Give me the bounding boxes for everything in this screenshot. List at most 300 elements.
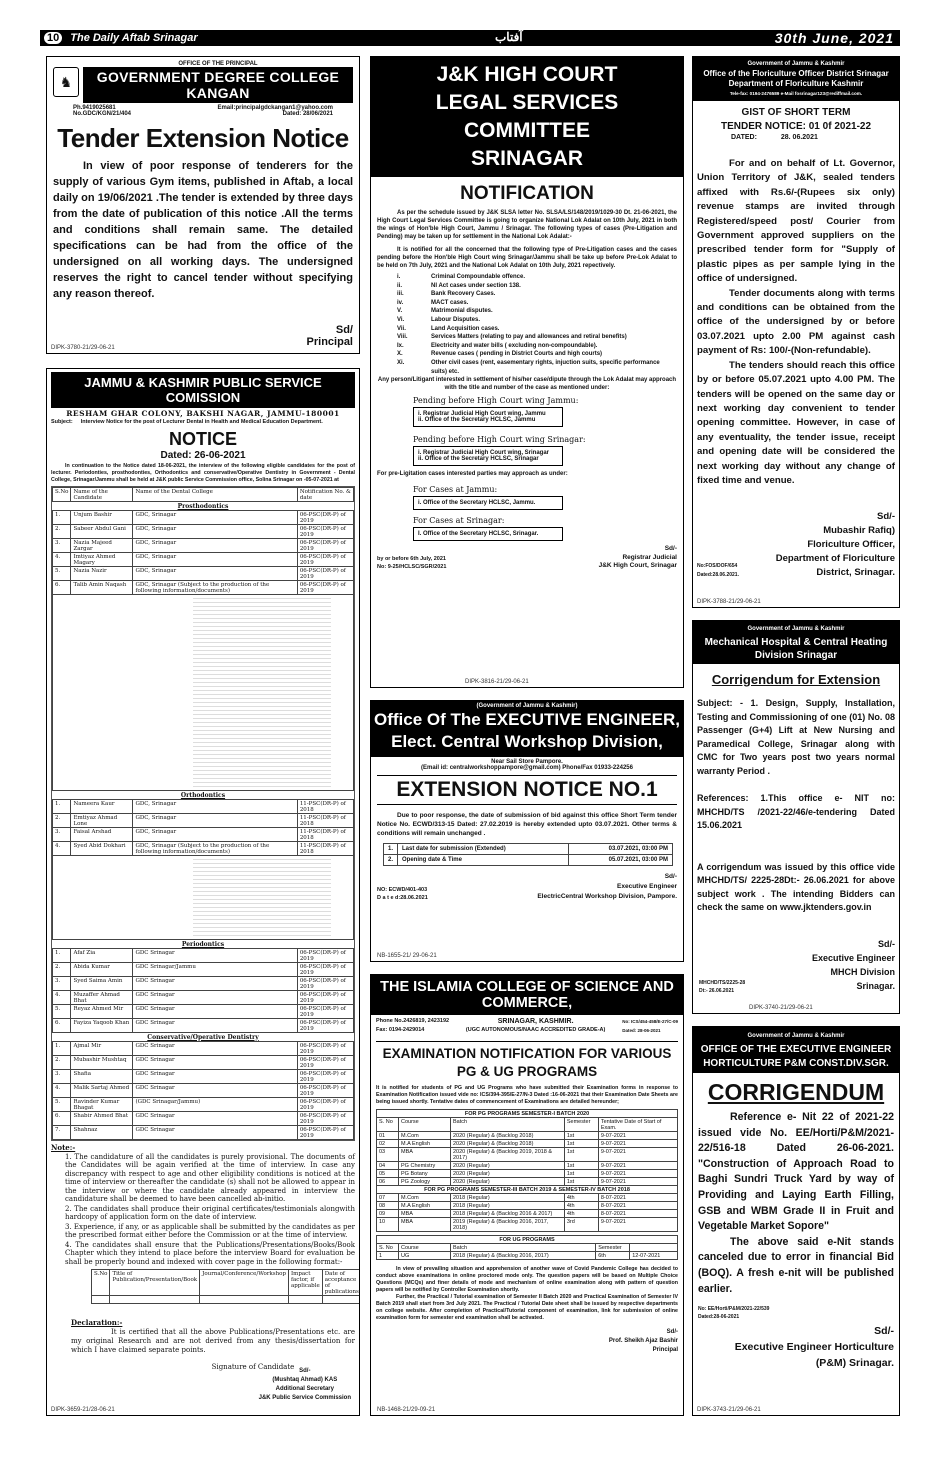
table-cell: 06-PSC(DR-P) of 2019 xyxy=(297,1042,353,1056)
table-cell: 2020 (Regular) & (Backlog 2018) xyxy=(451,1132,565,1140)
jkpsc-interview-notice xyxy=(46,368,360,1416)
scanned-conditions-block xyxy=(53,856,354,940)
table-cell: GDC, Srinagar xyxy=(133,828,297,842)
dipk-reference: NB-1468-21/29-09-21 xyxy=(377,1407,436,1413)
floriculture-tender-notice xyxy=(692,56,900,608)
table-cell: Ravinder Kumar Bhagat xyxy=(71,1098,133,1112)
sd-mark: Sd/- xyxy=(877,511,895,523)
table-cell: 06-PSC(DR-P) of 2019 xyxy=(297,1019,353,1033)
dipk-reference: DIPK-3743-21/29-06-21 xyxy=(697,1407,761,1413)
dipk-reference: DIPK-3816-21/29-06-21 xyxy=(465,679,529,685)
table-cell: Unjum Bashir xyxy=(71,511,133,525)
table-row xyxy=(53,1070,354,1084)
signer-title: Executive Engineer xyxy=(617,883,677,890)
table-cell: 2018 (Regular) xyxy=(451,1194,565,1202)
office-label: OFFICE OF THE PRINCIPAL xyxy=(178,61,258,67)
table-cell: 1st xyxy=(564,1162,598,1170)
table-cell: 4th xyxy=(564,1202,598,1210)
list-item xyxy=(397,333,677,342)
table-cell: Ajmal Mir xyxy=(71,1042,133,1056)
table-cell: M.Com xyxy=(399,1194,451,1202)
para-invitation: For and on behalf of Lt. Governor, Union Territory of J&K, sealed tenders affixed with Rs.6/-(Rupees six only) revenue stamps are invited through Registered/speed post/ Courier from Government approved suppliers on the prescribed tender form for "Supply of plastic pipes as per sample lying in the office of undersigned. xyxy=(697,158,895,285)
note-item: 3. Experience, if any, or as applicable shall be submitted by the candidates as per the prescribed format either before the Commission or at the time of interview. xyxy=(65,1222,355,1239)
table-cell: GDC Srinagar xyxy=(133,1126,297,1140)
table-cell: GDC, Srinagar (Subject to the production of the following information/documents) xyxy=(133,842,297,856)
table-cell: 11-PSC(DR-P) of 2018 xyxy=(297,842,353,856)
signer-title: Floriculture Officer, xyxy=(807,539,895,551)
sd-mark: Sd/- xyxy=(878,938,895,949)
box-pending-jammu xyxy=(413,407,563,427)
table-cell: 1st xyxy=(564,1178,598,1186)
table-row xyxy=(53,1084,354,1098)
extension-body: Due to poor response, the date of submission of bid against this office Short Term tender Notice No. ECWD/313-15 Dated: 27.02.2019 is hereby extended upto 03.07.2021. Other terms & conditions will remain unchanged . xyxy=(377,812,677,837)
table-cell: M.A English xyxy=(399,1202,451,1210)
section-title: Periodontics xyxy=(181,940,225,948)
table-cell: 3. xyxy=(53,1070,71,1084)
practical-exam-para: Further, the Practical / Tutorial examination of Semester II Batch 2020 and Practical Examination of Semester IV Batch 2019 shall start from 3rd July 2021. The Practical / Tutorial Date sheet shall be issued by respective departments on college website. After completion of Practical/Tutorial component of examination, link for submission of online examination form for semester end examination shall be activated. xyxy=(376,1294,678,1321)
table-cell: GDC, Srinagar xyxy=(133,800,297,814)
table-cell: 4. xyxy=(53,991,71,1005)
table-cell: 1st xyxy=(564,1170,598,1178)
table-cell: 1st xyxy=(564,1140,598,1148)
notification-heading: NOTIFICATION xyxy=(460,183,594,204)
notes-list xyxy=(51,1153,355,1267)
college-phone: Phone No.2426819, 2423192 xyxy=(376,1018,450,1024)
table-cell: GDC Srinagar xyxy=(133,1084,297,1098)
table-cell: 9-07-2021 xyxy=(598,1170,677,1178)
column-header: Name of the Dental College xyxy=(133,488,297,502)
table-cell: Muzaffer Ahmad Bhat xyxy=(71,991,133,1005)
table-cell: 1. xyxy=(53,1042,71,1056)
column-header: Semester xyxy=(564,1118,598,1132)
table-cell: 2. xyxy=(53,1056,71,1070)
college-emblem-icon: ♞ xyxy=(53,67,79,97)
table-cell: Fayiza Yaqoob Khan xyxy=(71,1019,133,1033)
hc-name-line1: J&K HIGH COURT xyxy=(436,63,618,86)
declaration-label: Declaration:- xyxy=(71,1318,123,1327)
table-cell: Faisal Arshad xyxy=(71,828,133,842)
table-cell: GDC Srinagar xyxy=(133,1019,297,1033)
table-cell: 9-07-2021 xyxy=(598,1148,677,1162)
list-numeral: ii. xyxy=(397,282,403,289)
table-cell: GDC Srinagar xyxy=(133,1112,297,1126)
signer-city: Srinagar. xyxy=(856,980,895,991)
signer-name: Mubashir Rafiq) xyxy=(823,525,895,537)
letter-number: No: ICS/454-458/E-27/C-09 xyxy=(622,1019,678,1024)
table-row xyxy=(377,1178,678,1186)
horticulture-corrigendum xyxy=(692,1026,900,1416)
page-number: 10 xyxy=(42,30,64,46)
table-cell: 06-PSC(DR-P) of 2019 xyxy=(297,567,353,581)
table-cell: 03.07.2021, 03:00 PM xyxy=(569,844,673,855)
newspaper-header-bar xyxy=(40,30,900,46)
table-cell: 07 xyxy=(377,1194,399,1202)
table-cell: M.Com xyxy=(399,1132,451,1140)
table-cell: Syed Abid Dokhari xyxy=(71,842,133,856)
table-cell: M.A English xyxy=(399,1140,451,1148)
table-section-title: FOR PG PROGRAMS SEMESTER-I BATCH 2020 xyxy=(377,1110,678,1118)
list-text: Matrimonial disputes. xyxy=(431,308,493,315)
subject-label: Subject: xyxy=(51,419,73,425)
box-line: ii. Office of the Secretary HCLSC, Srinagar xyxy=(418,456,539,463)
para-documents: Tender documents along with terms and conditions can be obtained from the office of the undersigned by or before 03.07.2021 upto 2.00 PM against cash payment of Rs: 100/-(Non-refundable). xyxy=(697,287,895,357)
reference-para: Reference e- Nit 22 of 2021-22 issued vide No. EE/Horti/P&M/2021-22/516-18 Dated 26-06-2021. "Construction of Approach Road to Baghi Sundri Truck Yard by way of Providing and Laying Earth Filling, GSB and WBM Grade II in Fruit and Vegetable Market Sopore" xyxy=(698,1111,894,1233)
newspaper-name: The Daily Aftab Srinagar xyxy=(70,32,198,44)
signer-court: J&K High Court, Srinagar xyxy=(598,562,677,570)
office-name: Office of the Floriculture Officer District Srinagar xyxy=(703,69,889,78)
list-item xyxy=(397,273,677,282)
list-numeral: Vii. xyxy=(397,325,406,332)
table-cell: 1. xyxy=(53,511,71,525)
column-header xyxy=(630,1244,678,1252)
table-cell: GDC Srinagar xyxy=(133,1042,297,1056)
list-text: Criminal Compoundable offence. xyxy=(431,274,526,280)
islamia-college-exam-notification xyxy=(370,974,684,1416)
signer-org: J&K Public Service Commission xyxy=(258,1395,351,1401)
column-header: Course xyxy=(399,1244,451,1252)
list-numeral: Ix. xyxy=(397,342,404,349)
signer-district: District, Srinagar. xyxy=(816,567,895,579)
list-text: Labour Disputes. xyxy=(431,316,481,323)
govt-label: Government of Jammu & Kashmir xyxy=(747,1033,845,1039)
table-cell: 1 xyxy=(377,1252,399,1260)
college-fax: Fax: 0194-2429014 xyxy=(376,1027,425,1033)
column-header: Notification No. & date xyxy=(297,488,353,502)
signature-of-candidate: Signature of Candidate xyxy=(211,1363,295,1371)
column-header: Semester xyxy=(596,1244,630,1252)
cancel-para: The above said e-Nit stands canceled due to error in financial Bid (BOQ). A fresh e-nit will be published earlier. xyxy=(698,1235,894,1295)
column-header: Impact factor, if applicable xyxy=(288,1270,322,1296)
table-cell: Opening date & Time xyxy=(398,855,569,866)
list-text: NI Act cases under section 138. xyxy=(431,282,521,289)
table-cell: Abida Kumar xyxy=(71,963,133,977)
table-cell: GDC, Srinagar xyxy=(133,525,297,539)
table-cell: PG Zoology xyxy=(399,1178,451,1186)
column-header: S. No xyxy=(377,1118,399,1132)
table-cell: Nameera Kaur xyxy=(71,800,133,814)
table-cell: 2018 (Regular) & (Backlog 2016, 2017) xyxy=(451,1252,596,1260)
column-header: Batch xyxy=(451,1118,565,1132)
table-row xyxy=(53,949,354,963)
para-pre-litigation: For pre-Ligitation cases interested parties may approach as under: xyxy=(377,471,568,478)
table-cell: GDC Srinagar xyxy=(133,1056,297,1070)
table-cell: 06-PSC(DR-P) of 2019 xyxy=(297,1056,353,1070)
table-cell: 2. xyxy=(53,525,71,539)
table-cell: 06-PSC(DR-P) of 2019 xyxy=(297,1126,353,1140)
para-pre-lok-adalat: It is notified for all the concerned that the following type of Pre-Litigation cases and the cases pending before the Hon'ble High Court wing Srinagar/Jammu shall be take up before Pre-Lok Adalat to be held on 7th July, 2021 and the National Lok Adalat on 10th July, 2021 repectively. xyxy=(377,247,677,269)
list-numeral: Xi. xyxy=(397,359,405,366)
heading-pending-srinagar: Pending before High Court wing Srinagar: xyxy=(413,435,586,445)
list-item xyxy=(397,359,677,376)
table-cell: Shafia xyxy=(71,1070,133,1084)
list-numeral: iv. xyxy=(397,299,404,306)
letter-date: Dated: 28/06/2021 xyxy=(282,111,333,117)
publication-format-table xyxy=(91,1269,360,1304)
table-cell: 2. xyxy=(384,855,398,866)
table-cell: 2. xyxy=(53,963,71,977)
gdc-kangan-tender-ad xyxy=(46,56,360,354)
sd-mark: Sd/- xyxy=(874,1325,894,1338)
office-address: Near Sail Store Pampore. xyxy=(491,759,563,765)
table-row xyxy=(384,855,673,866)
table-cell: 1st xyxy=(564,1148,598,1162)
list-text: Revenue cases ( pending in District Courts and high courts) xyxy=(431,351,603,358)
table-cell: 06-PSC(DR-P) of 2019 xyxy=(297,949,353,963)
box-pending-srinagar xyxy=(413,446,563,466)
table-cell: 11-PSC(DR-P) of 2018 xyxy=(297,828,353,842)
signer-designation: Additional Secretary xyxy=(275,1386,334,1392)
issue-date: 30th June, 2021 xyxy=(774,30,894,46)
jkpsc-address: RESHAM GHAR COLONY, BAKSHI NAGAR, JAMMU-180001 xyxy=(66,409,340,418)
table-cell: 06-PSC(DR-P) of 2019 xyxy=(297,511,353,525)
box-line: ii. Office of the Secretary HCLSC, Jammu xyxy=(418,417,536,424)
office-name-line2: Elect. Central Workshop Division, xyxy=(391,732,663,751)
references-text: References: 1.This office e- NIT no: MHCHD/TS /2021-22/46/e-tendering Dated 15.06.2021 xyxy=(697,793,895,830)
table-cell: 2020 (Regular) & (Backlog 2019, 2018 & 2017) xyxy=(451,1148,565,1162)
table-cell: 3rd xyxy=(564,1218,598,1232)
table-cell: 12-07-2021 xyxy=(630,1252,678,1260)
table-cell: GDC Srinagar xyxy=(133,1070,297,1084)
corrigendum-title: Corrigendum for Extension xyxy=(711,672,881,687)
table-cell: 2020 (Regular) & (Backlog 2018) xyxy=(451,1140,565,1148)
sd-mark: Sd/- xyxy=(666,1329,678,1335)
section-title: Prosthodontics xyxy=(177,502,229,510)
signer-title: Executive Engineer Horticulture xyxy=(734,1341,894,1354)
signatory-principal: Principal xyxy=(306,336,353,348)
table-cell: Imtiyaz Ahmed Magary xyxy=(71,553,133,567)
table-row xyxy=(377,1148,678,1162)
table-cell: 4. xyxy=(53,842,71,856)
column-header: S.No xyxy=(53,488,71,502)
list-text: Land Acquisition cases. xyxy=(431,325,500,332)
section-title: Conservative/Operative Dentistry xyxy=(147,1033,259,1041)
table-cell: 2. xyxy=(53,814,71,828)
table-cell: GDC, Srinagar xyxy=(133,539,297,553)
column-header: S.No xyxy=(92,1270,110,1296)
table-cell: GDC Srinagar/Jammu xyxy=(133,963,297,977)
college-name: THE ISLAMIA COLLEGE OF SCIENCE AND COMMERCE, xyxy=(371,975,683,1015)
dipk-reference: DIPK-3780-21/29-06-21 xyxy=(51,345,115,351)
list-text: MACT cases. xyxy=(431,299,469,306)
table-cell: GDC, Srinagar xyxy=(133,814,297,828)
list-item xyxy=(397,350,677,359)
letter-date: Dt:- 26.06.2021 xyxy=(699,988,735,994)
table-cell: 06-PSC(DR-P) of 2019 xyxy=(297,525,353,539)
principal-name: Prof. Sheikh Ajaz Bashir xyxy=(608,1338,678,1344)
note-item: 2. The candidates shall produce their original certificates/testimonials alongwith hardcopy of application form on the date of interview. xyxy=(65,1204,355,1221)
column-header: Batch xyxy=(451,1244,596,1252)
central-workshop-extension-notice xyxy=(370,700,684,962)
table-row xyxy=(53,977,354,991)
list-numeral: Vi. xyxy=(397,316,405,323)
table-cell: 1. xyxy=(53,800,71,814)
para-schedule: As per the schedule issued by J&K SLSA letter No. SLSA/LS/148/2019/1029-30 Dt. 21-06-2021, the High Court Legal Services Committee is going to organize National Lok Adalat on 10th July, 2021 in both the wings of Hon'ble High Court, Jammu / Srinagar. The following types of cases (Pre-Litigation and Pending) may be taken up for settlement in the National Lok Adalat:- xyxy=(377,210,677,240)
table-cell: Afaf Zia xyxy=(71,949,133,963)
ew-date: D a t e d:28.06.2021 xyxy=(377,895,428,901)
table-row xyxy=(53,1098,354,1112)
table-row xyxy=(53,1126,354,1140)
box-line: i. Registrar Judicial High Court wing, Jammu xyxy=(418,411,546,418)
table-cell: GDC Srinagar xyxy=(133,977,297,991)
table-row xyxy=(53,1019,354,1033)
table-cell: Sabeer Abdul Gani xyxy=(71,525,133,539)
table-cell: MBA xyxy=(399,1148,451,1162)
sd-mark: Sd/- xyxy=(299,1368,311,1374)
section-title: Orthodontics xyxy=(180,791,226,799)
signer-title: Executive Engineer xyxy=(811,952,895,963)
box-cases-jammu: i. Office of the Secretary HCLSC, Jammu. xyxy=(413,496,563,510)
box-cases-srinagar: I. Office of the Secretary HCLSC, Srinagar. xyxy=(413,527,563,541)
dated-label: DATED: xyxy=(731,134,757,141)
table-cell: 03 xyxy=(377,1148,399,1162)
column-header: Name of the Candidate xyxy=(71,488,133,502)
para-submission: The tenders should reach this office by or before 05.07.2021 upto 4.00 PM. The tenders will be opened on the same day or next working day convenient to tender opening committee. However, in case of any eventuality, the tender issue, receipt and opening date will be considered the next working day without any change of fixed time and venue. xyxy=(697,359,895,486)
table-cell: 4th xyxy=(564,1194,598,1202)
college-name: GOVERNMENT DEGREE COLLEGE KANGAN xyxy=(83,67,353,103)
dept-name: Department of Floriculture Kashmir xyxy=(728,79,864,88)
box-line: i. Registrar Judicial High Court wing, Srinagar xyxy=(418,450,550,457)
table-row xyxy=(377,1194,678,1202)
table-cell: 2020 (Regular) xyxy=(451,1162,565,1170)
dipk-reference: DIPK-3659-21/28-06-21 xyxy=(51,1407,115,1413)
table-cell: GDC Srinagar xyxy=(133,991,297,1005)
table-cell: 06-PSC(DR-P) of 2019 xyxy=(297,991,353,1005)
table-cell: 05.07.2021, 03:00 PM xyxy=(569,855,673,866)
signer-name: (Mushtaq Ahmad) KAS xyxy=(272,1377,338,1383)
govt-label: (Government of Jammu & Kashmir) xyxy=(476,703,578,709)
table-cell: 6. xyxy=(53,1019,71,1033)
hc-letter-number: No: 9-25/HCLSC/SGR/2021 xyxy=(377,563,447,570)
table-cell: 1. xyxy=(384,844,398,855)
table-row xyxy=(53,1005,354,1019)
table-row xyxy=(53,567,354,581)
high-court-notification xyxy=(370,56,684,688)
table-cell: PG Chemistry xyxy=(399,1162,451,1170)
table-cell: GDC, Srinagar (Subject to the production of the following information/documents) xyxy=(133,581,297,595)
table-cell: Syed Saima Amin xyxy=(71,977,133,991)
table-cell: 5. xyxy=(53,1005,71,1019)
table-cell: 5. xyxy=(53,1098,71,1112)
table-cell: 3. xyxy=(53,828,71,842)
table-cell: 6. xyxy=(53,1112,71,1126)
table-cell: (GDC Srinagar/Jammu) xyxy=(133,1098,297,1112)
table-cell: 6. xyxy=(53,581,71,595)
table-row xyxy=(377,1170,678,1178)
extension-notice-title: EXTENSION NOTICE NO.1 xyxy=(377,775,677,805)
signer-office: (P&M) Srinagar. xyxy=(815,1357,894,1370)
heading-cases-srinagar: For Cases at Srinagar: xyxy=(413,516,505,526)
table-row xyxy=(53,963,354,977)
list-numeral: Viii. xyxy=(397,334,408,341)
exam-intro: It is notified for students of PG and UG Programs who have submitted their Examination forms in response to Examination Notification issued vide no: ICS/394-395/E-27/N-3 Dated :16-06-2021 that their Examination Date Sheets are being issued shortly. Tentative dates of commencement of Examinations are detailed hereunder; xyxy=(376,1085,678,1105)
exam-title-line2: PG & UG PROGRAMS xyxy=(456,1064,598,1079)
table-row xyxy=(53,814,354,828)
table-cell: 5. xyxy=(53,567,71,581)
table-cell: 05 xyxy=(377,1170,399,1178)
table-cell: GDC, Srinagar xyxy=(133,511,297,525)
tender-notice-number: TENDER NOTICE: 01 0f 2021-22 xyxy=(720,121,872,132)
corrigendum-title: CORRIGENDUM xyxy=(707,1079,885,1105)
corrigendum-body: A corrigendum was issued by this office vide MHCHD/TS/ 2225-28Dt:- 26.06.2021 for above subject work . The intending Bidders can check the same on www.jktenders.gov.in xyxy=(697,861,895,912)
case-types-list xyxy=(397,273,677,376)
table-cell: 8-07-2021 xyxy=(598,1194,677,1202)
notice-body: In view of poor response of tenderers for the supply of various Gym items, published in Aftab, a local daily on 19/06/2021 .The tender is extended by three days from the date of publication of this notice .All the terms and conditions shall remain same. The detailed specifications can be had from the office of the undersigned on all working days. The undersigned reserves the right to cancel tender without specifying any reason thereof. xyxy=(53,160,353,300)
letter-date: Dated:28.06.2021. xyxy=(697,572,739,579)
note-item: 1. The candidature of all the candidates is purely provisional. The documents of the Candidates will be again verified at the time of interview. In case any discrepancy with respect to age and other eligibility conditions is noticed at the time of interview or thereafter the candidate (s) shall not be allowed to appear in the interview or where the candidate already appeared in interview the candidature shall be deemed to have been cancelled ab-initio. xyxy=(65,1152,355,1203)
table-cell: PG Botany xyxy=(399,1170,451,1178)
signature-sd: Sd/ xyxy=(335,324,353,336)
table-cell: Malik Sartaj Ahmed xyxy=(71,1084,133,1098)
column-header: Course xyxy=(399,1118,451,1132)
table-cell: 06-PSC(DR-P) of 2019 xyxy=(297,1084,353,1098)
table-row xyxy=(377,1218,678,1232)
column-header: Title of Publication/Presentation/Book xyxy=(110,1270,200,1296)
exam-title-line1: EXAMINATION NOTIFICATION FOR VARIOUS xyxy=(382,1046,672,1061)
table-cell: Nazia Nazir xyxy=(71,567,133,581)
table-cell: 11-PSC(DR-P) of 2018 xyxy=(297,814,353,828)
table-cell: 09 xyxy=(377,1210,399,1218)
principal-title: Principal xyxy=(652,1347,678,1353)
table-cell: 1st xyxy=(564,1132,598,1140)
sd-mark: Sd/- xyxy=(664,545,677,553)
table-row xyxy=(377,1202,678,1210)
college-phone: Ph.9419025681 xyxy=(73,105,116,111)
office-name-line1: OFFICE OF THE EXECUTIVE ENGINEER xyxy=(700,1044,892,1055)
deadline-text: by or before 6th July, 2021 xyxy=(377,555,446,562)
table-cell: GDC Srinagar xyxy=(133,1005,297,1019)
table-row xyxy=(53,1112,354,1126)
subject-text: Subject: - 1. Design, Supply, Installation, Testing and Commissioning of one (01) No. 08 Passenger (G+4) Lift at New Nursing and Paramedical College, Srinagar along with CMC for Two years post two years normal warranty Period . xyxy=(697,698,895,776)
letter-date: Dated: 28-06-2021 xyxy=(622,1028,661,1033)
table-cell: Mubashir Mushtaq xyxy=(71,1056,133,1070)
pg-exam-table xyxy=(376,1109,678,1232)
table-cell: Shabir Ahmed Bhat xyxy=(71,1112,133,1126)
table-cell: 2020 (Regular) xyxy=(451,1178,565,1186)
list-item xyxy=(397,290,677,299)
office-email-phone: (Email id: centralworkshoppampore@gmail.com) Phone/Fax 01933-224256 xyxy=(421,765,633,771)
table-row xyxy=(377,1132,678,1140)
college-email: Email:principalgdckangan1@yahoo.com xyxy=(217,105,333,111)
column-header: Journal/Conference/Workshop xyxy=(200,1270,289,1296)
table-row xyxy=(53,511,354,525)
college-city: SRINAGAR, KASHMIR. xyxy=(497,1018,574,1025)
signer-division: ElectricCentral Workshop Division, Pampore. xyxy=(537,893,677,900)
signer-registrar: Registrar Judicial xyxy=(622,553,677,561)
table-cell: 2020 (Regular) xyxy=(451,1170,565,1178)
notice-title: Tender Extension Notice xyxy=(57,123,349,153)
table-cell: 9-07-2021 xyxy=(598,1162,677,1170)
list-text: Electricity and water bills ( excluding non-compoundable). xyxy=(431,342,598,349)
para-approach: Any person/Litigant interested in settlement of his/her case/dipute through the Lok Adalat may approach with the title and number of the case as mentioned under: xyxy=(377,377,677,392)
jkpsc-name: JAMMU & KASHMIR PUBLIC SERVICE COMISSION xyxy=(51,372,355,408)
list-item xyxy=(397,299,677,308)
office-name-line1: Office Of The EXECUTIVE ENGINEER, xyxy=(373,710,681,729)
table-cell: 7. xyxy=(53,1126,71,1140)
table-cell: 2019 (Regular) & (Backlog 2016, 2017, 2018) xyxy=(451,1218,565,1232)
tele-email: Tele-fax: 0194-2476589 e-Mail fosrinagar123@rediffmail.com. xyxy=(729,91,863,96)
table-row xyxy=(53,553,354,567)
table-cell: 10 xyxy=(377,1218,399,1232)
table-cell: 2018 (Regular) xyxy=(451,1202,565,1210)
notice-date: Dated: 26-06-2021 xyxy=(160,450,246,461)
list-numeral: i. xyxy=(397,274,401,280)
table-cell: 8-07-2021 xyxy=(598,1210,677,1218)
table-row xyxy=(377,1252,678,1260)
heading-pending-jammu: Pending before High Court wing Jammu: xyxy=(413,396,579,406)
table-cell: 06-PSC(DR-P) of 2019 xyxy=(297,977,353,991)
ug-exam-table xyxy=(376,1235,678,1260)
table-row xyxy=(53,525,354,539)
